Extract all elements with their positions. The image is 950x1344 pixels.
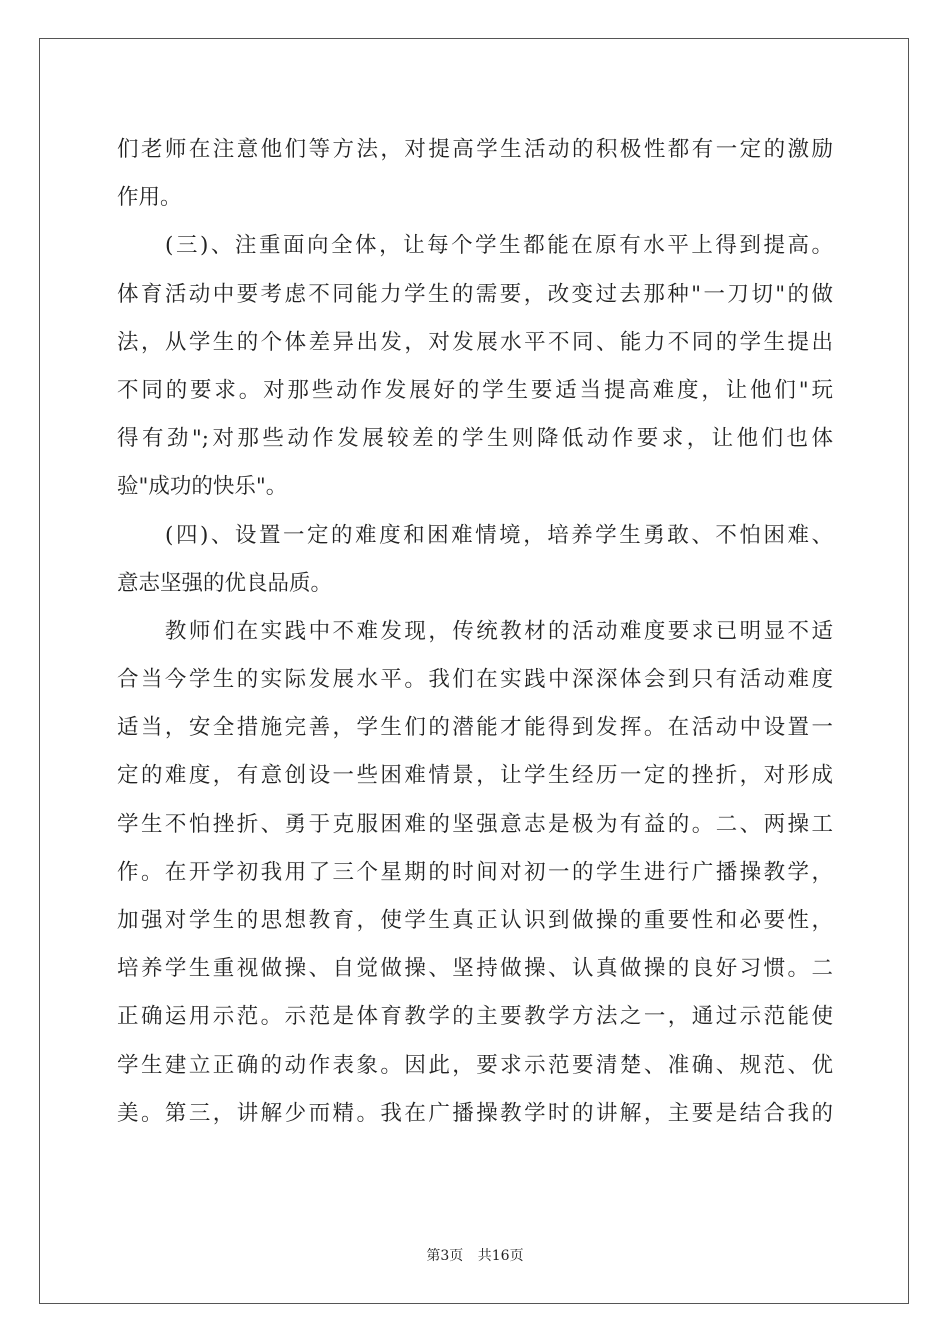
text-line: (三)、注重面向全体，让每个学生都能在原有水平上得到提高。 <box>117 233 833 259</box>
text-line: 美。第三，讲解少而精。我在广播操教学时的讲解，主要是结合我的 <box>117 1100 833 1126</box>
text-line: 学生不怕挫折、勇于克服困难的坚强意志是极为有益的。二、两操工 <box>117 811 833 837</box>
text-line: 定的难度，有意创设一些困难情景，让学生经历一定的挫折，对形成 <box>117 763 833 789</box>
text-line: 意志坚强的优良品质。 <box>117 570 333 596</box>
text-line: (四)、设置一定的难度和困难情境，培养学生勇敢、不怕困难、 <box>117 522 833 548</box>
page-footer <box>0 1245 950 1265</box>
text-line: 加强对学生的思想教育，使学生真正认识到做操的重要性和必要性， <box>117 908 833 933</box>
text-line: 验"成功的快乐"。 <box>117 474 288 500</box>
text-line: 培养学生重视做操、自觉做操、坚持做操、认真做操的良好习惯。二 <box>117 956 833 982</box>
text-line: 适当，安全措施完善，学生们的潜能才能得到发挥。在活动中设置一 <box>117 715 833 741</box>
text-line: 作。在开学初我用了三个星期的时间对初一的学生进行广播操教学， <box>117 859 833 885</box>
text-line: 学生建立正确的动作表象。因此，要求示范要清楚、准确、规范、优 <box>117 1052 833 1078</box>
document-body <box>117 126 833 1138</box>
page-total: 共16页 <box>477 1248 524 1264</box>
text-line: 们老师在注意他们等方法，对提高学生活动的积极性都有一定的激励 <box>117 137 833 162</box>
text-line: 正确运用示范。示范是体育教学的主要教学方法之一，通过示范能使 <box>117 1004 833 1030</box>
text-line: 体育活动中要考虑不同能力学生的需要，改变过去那种"一刀切"的做 <box>117 281 833 307</box>
text-line: 不同的要求。对那些动作发展好的学生要适当提高难度，让他们"玩 <box>117 377 833 403</box>
text-line: 法，从学生的个体差异出发，对发展水平不同、能力不同的学生提出 <box>117 329 833 355</box>
text-line: 作用。 <box>117 185 182 211</box>
text-line: 教师们在实践中不难发现，传统教材的活动难度要求已明显不适 <box>117 618 833 644</box>
text-line: 得有劲";对那些动作发展较差的学生则降低动作要求，让他们也体 <box>117 426 833 452</box>
text-line: 合当今学生的实际发展水平。我们在实践中深深体会到只有活动难度 <box>117 667 833 693</box>
page-number: 第3页 <box>426 1248 464 1264</box>
